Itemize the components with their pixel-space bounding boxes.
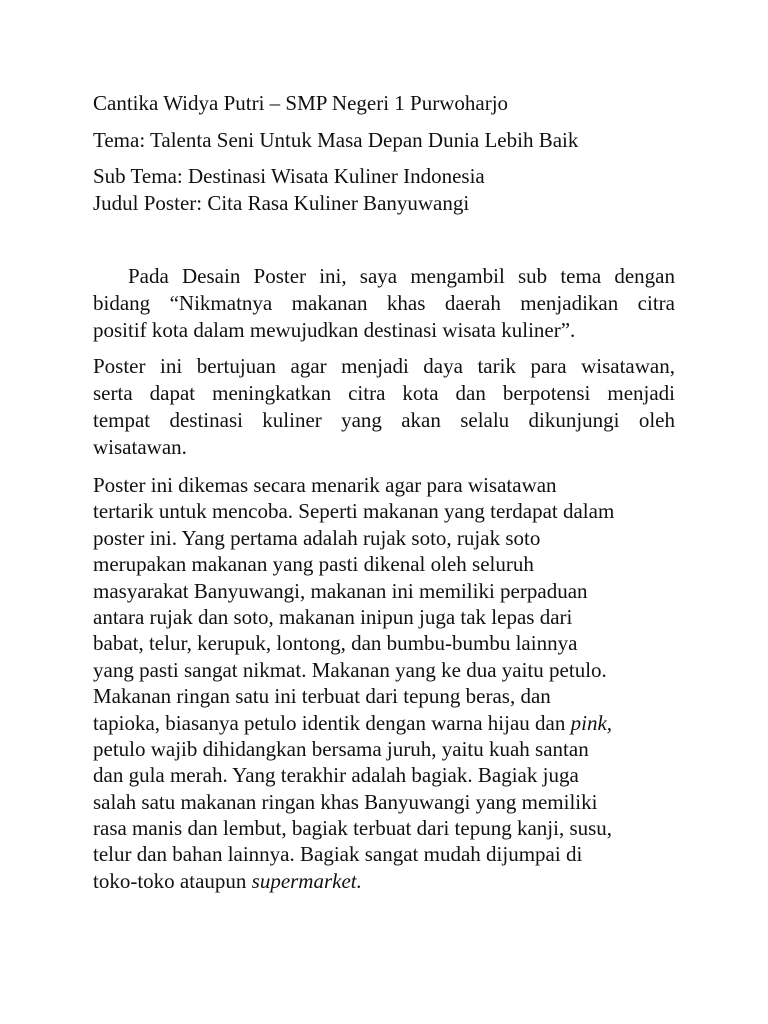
paragraph-line: bidang “Nikmatnya makanan khas daerah menjadikan citra [93,291,675,315]
paragraph-line: salah satu makanan ringan khas Banyuwangi yang memiliki [93,789,598,814]
paragraph-line: wisatawan. [93,435,187,459]
italic-word-supermarket: supermarket. [251,868,362,893]
paragraph-line: rasa manis dan lembut, bagiak terbuat dari tepung kanji, susu, [93,816,613,841]
paragraph-intro [93,263,675,344]
paragraph-line: tempat destinasi kuliner yang akan selalu dikunjungi oleh [93,408,675,432]
theme-line: Tema: Talenta Seni Untuk Masa Depan Dunia Lebih Baik [93,128,579,152]
paragraph-line: yang pasti sangat nikmat. Makanan yang ke dua yaitu petulo. [93,657,607,682]
italic-word-pink: pink, [570,710,613,735]
paragraph-line: Makanan ringan satu ini terbuat dari tepung beras, dan [93,684,551,709]
paragraph-line: petulo wajib dihidangkan bersama juruh, yaitu kuah santan [93,736,589,761]
sub-theme-line: Sub Tema: Destinasi Wisata Kuliner Indonesia [93,164,485,188]
paragraph-line: Poster ini dikemas secara menarik agar para wisatawan [93,473,557,497]
paragraph-line: merupakan makanan yang pasti dikenal oleh seluruh [93,552,534,577]
paragraph-purpose [93,353,675,461]
paragraph-line: dan gula merah. Yang terakhir adalah bagiak. Bagiak juga [93,763,579,788]
line-text: tapioka, biasanya petulo identik dengan warna hijau dan [93,710,571,735]
paragraph-line [93,710,675,736]
paragraph-line: poster ini. Yang pertama adalah rujak soto, rujak soto [93,525,541,550]
paragraph-line: tertarik untuk mencoba. Seperti makanan yang terdapat dalam [93,499,615,524]
author-line: Cantika Widya Putri – SMP Negeri 1 Purwoharjo [93,91,509,115]
paragraph-line: positif kota dalam mewujudkan destinasi wisata kuliner”. [93,318,576,342]
line-text: toko-toko ataupun [93,868,252,893]
paragraph-line: Pada Desain Poster ini, saya mengambil sub tema dengan [128,264,675,288]
paragraph-line [93,868,675,894]
paragraph-line: serta dapat meningkatkan citra kota dan berpotensi menjadi [93,381,675,405]
paragraph-line: telur dan bahan lainnya. Bagiak sangat mudah dijumpai di [93,842,583,867]
paragraph-line: Poster ini bertujuan agar menjadi daya tarik para wisatawan, [93,354,675,378]
paragraph-line: antara rujak dan soto, makanan inipun juga tak lepas dari [93,604,573,629]
poster-title-line: Judul Poster: Cita Rasa Kuliner Banyuwangi [93,191,470,215]
paragraph-line: babat, telur, kerupuk, lontong, dan bumbu-bumbu lainnya [93,631,578,656]
paragraph-description [93,472,675,894]
paragraph-line: masyarakat Banyuwangi, makanan ini memiliki perpaduan [93,578,588,603]
